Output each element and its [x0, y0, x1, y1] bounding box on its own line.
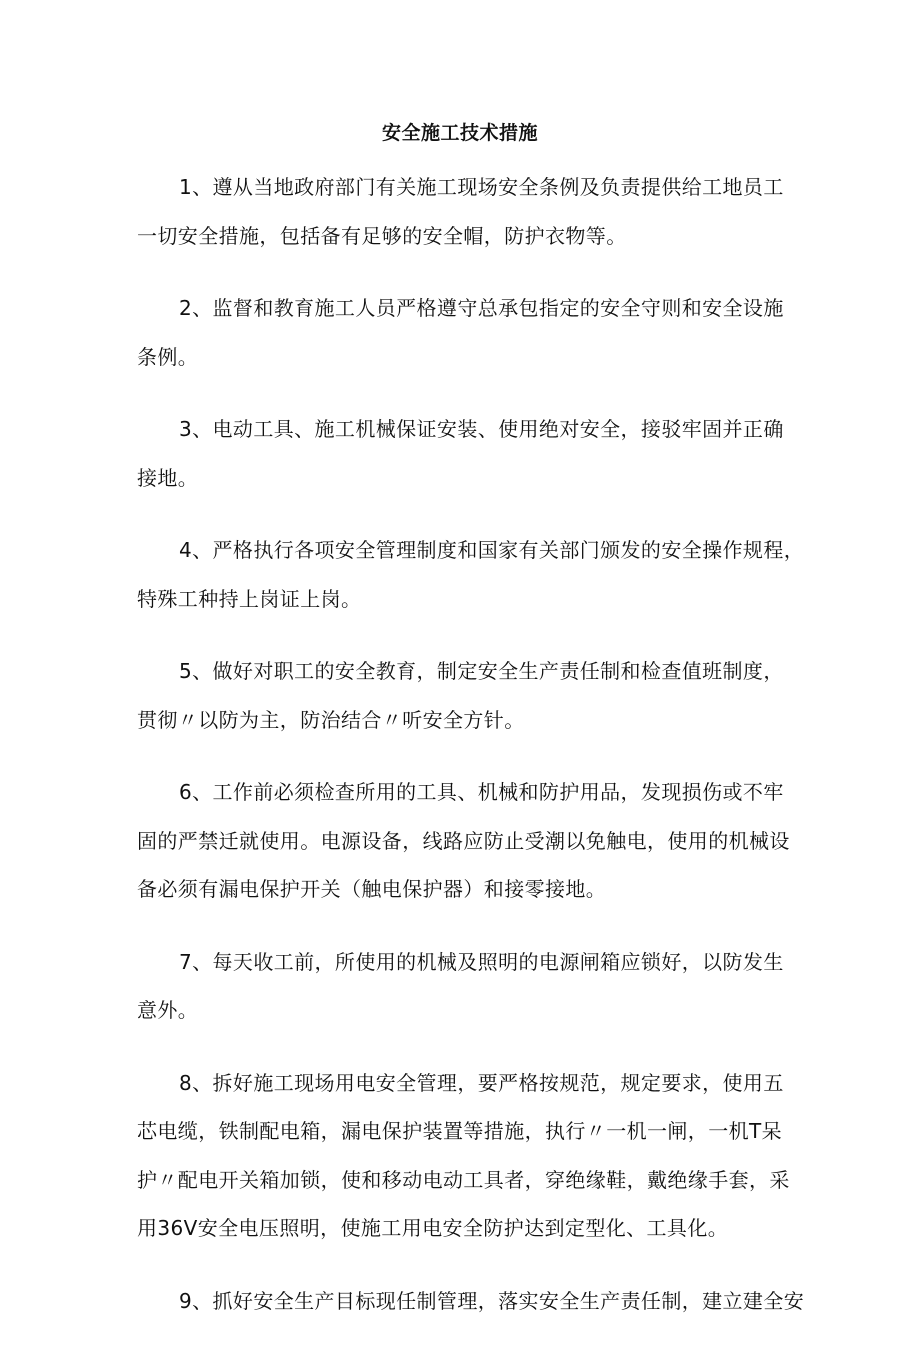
paragraph-6	[137, 768, 790, 914]
paragraph-7	[137, 938, 787, 1035]
document-title: 安全施工技术措施	[381, 122, 538, 144]
paragraph-line: 贯彻〃以防为主，防治结合〃听安全方针。	[137, 707, 525, 732]
paragraph-line: 9、抓好安全生产目标现任制管理，落实安全生产责任制，建立建全安	[179, 1288, 805, 1313]
paragraph-line: 6、工作前必须检查所用的工具、机械和防护用品，发现损伤或不牢	[179, 780, 784, 804]
paragraph-8	[137, 1059, 790, 1253]
paragraph-line: 5、做好对职工的安全教育，制定安全生产责任制和检查值班制度，	[179, 659, 784, 683]
paragraph-line: 接地。	[137, 465, 199, 490]
paragraph-line: 用36V安全电压照明，使施工用电安全防护达到定型化、工具化。	[137, 1216, 729, 1240]
paragraph-2	[137, 284, 787, 381]
paragraph-1	[137, 163, 787, 260]
paragraph-line: 意外。	[137, 998, 199, 1022]
paragraph-line: 护〃配电开关箱加锁，使和移动电动工具者，穿绝缘鞋，戴绝缘手套，采	[137, 1167, 790, 1192]
paragraph-line: 特殊工种持上岗证上岗。	[137, 586, 362, 611]
paragraph-line: 条例。	[137, 344, 199, 369]
paragraph-line: 一切安全措施，包括备有足够的安全帽，防护衣物等。	[137, 223, 627, 248]
paragraph-4	[137, 526, 805, 623]
paragraph-3	[137, 405, 787, 502]
paragraph-line: 2、监督和教育施工人员严格遵守总承包指定的安全守则和安全设施	[179, 296, 784, 320]
paragraph-line: 8、拆好施工现场用电安全管理，要严格按规范，规定要求，使用五	[179, 1070, 784, 1095]
paragraph-line: 备必须有漏电保护开关（触电保护器）和接零接地。	[137, 877, 607, 901]
paragraph-line: 芯电缆，铁制配电箱，漏电保护装置等措施，执行〃一机一闸，一机T呆	[137, 1119, 783, 1143]
paragraph-line: 4、严格执行各项安全管理制度和国家有关部门颁发的安全操作规程，	[179, 538, 805, 562]
paragraph-line: 1、遵从当地政府部门有关施工现场安全条例及负责提供给工地员工	[179, 175, 784, 199]
document-body	[137, 163, 805, 1349]
paragraph-line: 7、每天收工前，所使用的机械及照明的电源闸箱应锁好，以防发生	[179, 949, 784, 974]
paragraph-5	[137, 647, 787, 744]
paragraph-line: 3、电动工具、施工机械保证安装、使用绝对安全，接驳牢固并正确	[179, 417, 784, 441]
paragraph-line: 固的严禁迁就使用。电源设备，线路应防止受潮以免触电，使用的机械设	[137, 828, 790, 853]
